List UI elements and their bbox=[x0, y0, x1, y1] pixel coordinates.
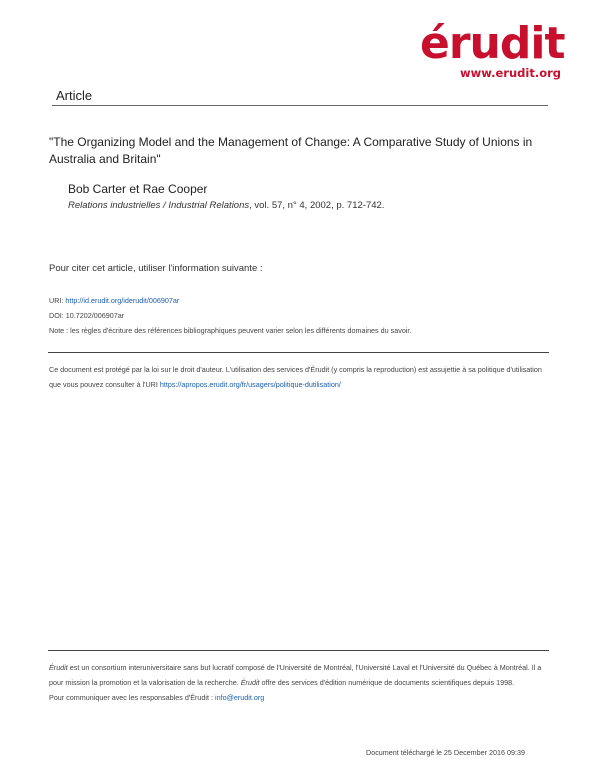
copyright-text: Ce document est protégé par la loi sur le droit d'auteur. L'utilisation des services d'Érudit (y compris la reproduction) est assujettie à sa politique d'utilisation que vous pouvez consulter à l'URI bbox=[49, 365, 542, 389]
citation-details: , vol. 57, n° 4, 2002, p. 712-742. bbox=[249, 200, 385, 211]
article-citation bbox=[68, 200, 384, 211]
footer-about bbox=[49, 660, 554, 690]
section-label: Article bbox=[56, 88, 93, 103]
uri-line bbox=[49, 296, 179, 305]
article-authors: Bob Carter et Rae Cooper bbox=[68, 182, 208, 196]
footer-about-2: offre des services d'édition numérique de documents scientifiques depuis 1998. bbox=[259, 678, 515, 687]
doi-line bbox=[49, 311, 124, 320]
policy-link[interactable]: https://apropos.erudit.org/fr/usagers/politique-dutilisation/ bbox=[159, 380, 341, 389]
article-title: "The Organizing Model and the Management of Change: A Comparative Study of Unions in Australia and Britain" bbox=[49, 135, 533, 166]
footer-contact bbox=[49, 690, 554, 705]
erudit-name-2: Érudit bbox=[240, 678, 260, 687]
footer-text bbox=[49, 660, 554, 705]
download-timestamp: Document téléchargé le 25 December 2016 09:39 bbox=[366, 748, 526, 757]
cite-intro: Pour citer cet article, utiliser l'information suivante : bbox=[49, 263, 263, 274]
contact-text: Pour communiquer avec les responsables d'Érudit : bbox=[49, 693, 215, 702]
logo-url[interactable]: www.erudit.org bbox=[460, 66, 562, 80]
uri-link[interactable]: http://id.erudit.org/iderudit/006907ar bbox=[65, 296, 180, 305]
uri-label: URI: bbox=[49, 296, 66, 305]
doi-label: DOI: bbox=[49, 311, 66, 320]
doi-value: 10.7202/006907ar bbox=[65, 311, 125, 320]
copyright-divider bbox=[48, 352, 549, 353]
erudit-name: Érudit bbox=[49, 663, 68, 672]
logo-wordmark: érudit bbox=[420, 18, 565, 69]
erudit-logo bbox=[420, 18, 565, 82]
header-divider bbox=[52, 105, 548, 106]
contact-email-link[interactable]: info@erudit.org bbox=[214, 693, 265, 702]
journal-name: Relations industrielles / Industrial Relations bbox=[68, 200, 250, 211]
citation-note: Note : les règles d'écriture des références bibliographiques peuvent varier selon les différents domaines du savoir. bbox=[49, 326, 412, 335]
footer-divider bbox=[48, 650, 549, 651]
footer-about-1: est un consortium interuniversitaire sans but lucratif composé de l'Université de Montréal, l'Université Laval et l'Université du Québec à Montréal. Il a pour mission la promotion et la valorisation de la recherche. bbox=[49, 663, 542, 687]
copyright-notice bbox=[49, 362, 554, 392]
